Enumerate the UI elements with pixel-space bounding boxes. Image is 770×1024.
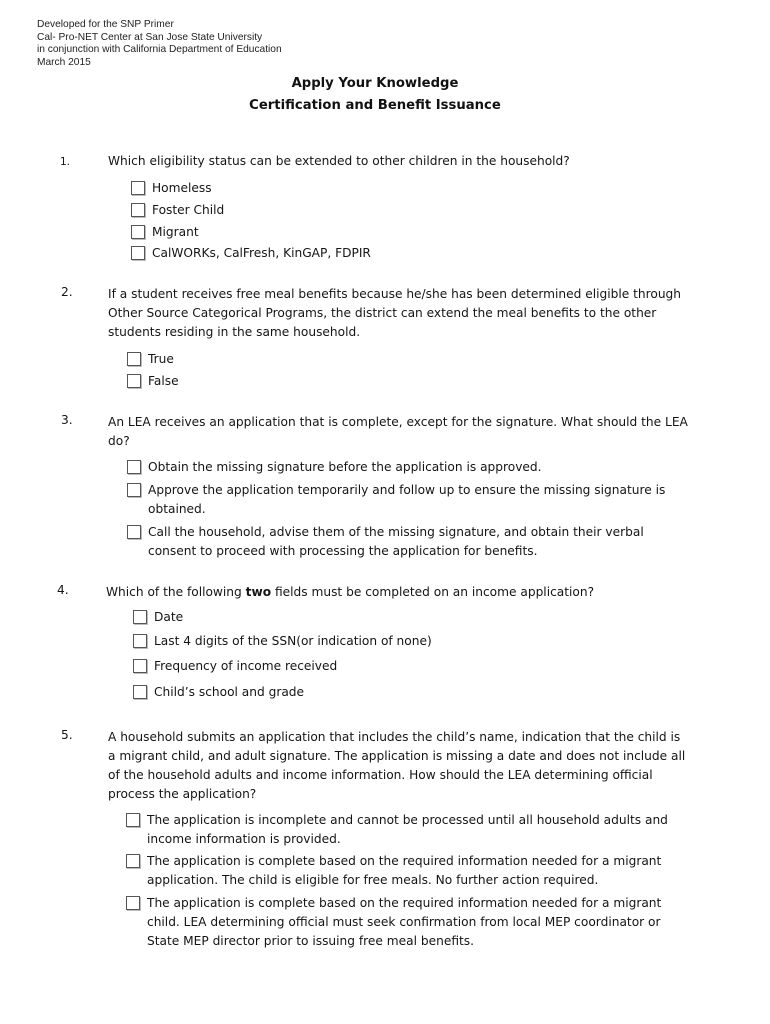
answer-option[interactable] xyxy=(127,372,688,391)
checkbox[interactable] xyxy=(127,352,141,366)
answer-option[interactable] xyxy=(127,458,688,477)
option-label: The application is complete based on the required information needed for a migrant child. LEA determining official must seek confirmation from local MEP coordinator or State MEP director prior to issuing free meal benefits. xyxy=(147,896,662,948)
question-number: 5. xyxy=(61,728,73,742)
option-label: The application is complete based on the required information needed for a migrant application. The child is eligible for free meals. No further action required. xyxy=(147,854,662,887)
answer-option[interactable] xyxy=(127,481,688,519)
question-text: A household submits an application that includes the child’s name, indication that the child is a migrant child, and adult signature. The application is missing a date and does not include all of the household adults and income information. How should the LEA determining official process the application? xyxy=(108,730,686,801)
page-title: Apply Your Knowledge xyxy=(291,76,459,91)
checkbox[interactable] xyxy=(131,225,145,239)
header-line-center: Cal- Pro-NET Center at San Jose State University xyxy=(37,31,263,43)
checkbox[interactable] xyxy=(127,460,141,474)
option-label: Child’s school and grade xyxy=(154,685,305,699)
option-label: Migrant xyxy=(152,225,199,239)
option-label: False xyxy=(148,374,179,388)
checkbox[interactable] xyxy=(127,374,141,388)
answer-option[interactable] xyxy=(131,223,692,242)
question-text: An LEA receives an application that is complete, except for the signature. What should the LEA do? xyxy=(108,415,688,448)
answer-option[interactable] xyxy=(126,852,687,890)
option-label: True xyxy=(148,352,174,366)
option-label: The application is incomplete and cannot be processed until all household adults and income information is provided. xyxy=(147,813,668,846)
option-label: Last 4 digits of the SSN(or indication of none) xyxy=(154,634,432,648)
header-line-cde: in conjunction with California Department of Education xyxy=(37,44,282,56)
option-label: Frequency of income received xyxy=(154,659,338,673)
answer-option[interactable] xyxy=(133,657,694,676)
answer-option[interactable] xyxy=(133,608,694,627)
option-label: Call the household, advise them of the missing signature, and obtain their verbal consent to proceed with processing the application for benefits. xyxy=(148,525,644,558)
question-text xyxy=(106,583,696,602)
question-number: 4. xyxy=(57,583,69,597)
question-text-part: fields must be completed on an income application? xyxy=(271,585,595,599)
answer-option[interactable] xyxy=(133,683,694,702)
checkbox[interactable] xyxy=(126,813,140,827)
question-text: Which eligibility status can be extended to other children in the household? xyxy=(108,154,570,168)
question-text-emphasis: two xyxy=(245,585,272,599)
checkbox[interactable] xyxy=(133,685,147,699)
option-label: CalWORKs, CalFresh, KinGAP, FDPIR xyxy=(152,246,371,260)
answer-option[interactable] xyxy=(131,179,692,198)
header-line-date: March 2015 xyxy=(37,56,91,68)
option-label: Homeless xyxy=(152,181,212,195)
answer-option[interactable] xyxy=(131,201,692,220)
checkbox[interactable] xyxy=(127,483,141,497)
answer-option[interactable] xyxy=(126,894,687,951)
answer-option[interactable] xyxy=(131,244,692,263)
checkbox[interactable] xyxy=(133,634,147,648)
checkbox[interactable] xyxy=(126,854,140,868)
option-label: Date xyxy=(154,610,184,624)
document-header xyxy=(37,19,282,69)
question-number: 1. xyxy=(60,156,71,168)
answer-option[interactable] xyxy=(133,632,694,651)
checkbox[interactable] xyxy=(131,181,145,195)
checkbox[interactable] xyxy=(131,203,145,217)
header-line-primer: Developed for the SNP Primer xyxy=(37,19,174,30)
checkbox[interactable] xyxy=(133,659,147,673)
checkbox[interactable] xyxy=(131,246,145,260)
question-text: If a student receives free meal benefits because he/she has been determined eligible through Other Source Categorical Programs, the district can extend the meal benefits to the other students residing in the same household. xyxy=(108,287,682,339)
option-label: Approve the application temporarily and follow up to ensure the missing signature is obtained. xyxy=(148,483,666,516)
page-subtitle: Certification and Benefit Issuance xyxy=(249,98,501,113)
option-label: Obtain the missing signature before the application is approved. xyxy=(148,460,542,474)
question-number: 2. xyxy=(61,285,73,299)
checkbox[interactable] xyxy=(126,896,140,910)
answer-option[interactable] xyxy=(127,523,688,561)
option-label: Foster Child xyxy=(152,203,225,217)
question-text-part: Which of the following xyxy=(106,585,246,599)
answer-option[interactable] xyxy=(126,811,687,849)
answer-option[interactable] xyxy=(127,350,688,369)
checkbox[interactable] xyxy=(133,610,147,624)
question-number: 3. xyxy=(61,413,73,427)
checkbox[interactable] xyxy=(127,525,141,539)
